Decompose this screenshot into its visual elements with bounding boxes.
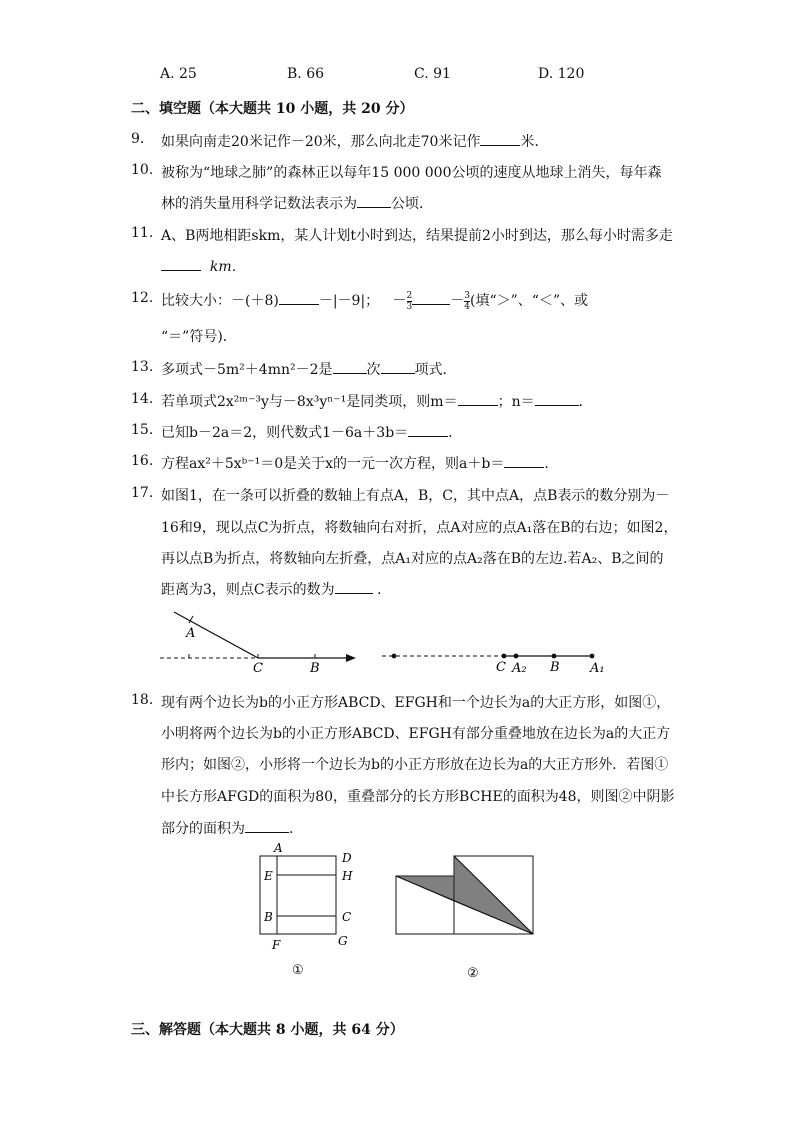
answer-blank[interactable] [335,579,373,594]
answer-blank[interactable] [333,359,367,374]
answer-blank[interactable] [161,256,201,271]
point-a2 [514,654,519,659]
option-b: B. 66 [287,66,325,82]
question-number: 10. [131,162,154,178]
label-a: A [274,841,283,855]
question-number: 9. [131,131,145,147]
answer-blank[interactable] [408,422,448,437]
question-text-line1: 如图1，在一条可以折叠的数轴上有点A，B，C，其中点A，点B表示的数分别为－ [161,488,670,504]
label-a1: A₁ [590,661,605,676]
question-text-line2: 16和9，现以点C为折点，将数轴向右对折，点A对应的点A₁落在B的右边；如图2， [161,520,678,536]
question-text: 若单项式2x²ᵐ⁻³y与－8x³yⁿ⁻¹是同类项，则m＝ ；n＝ ． [161,391,593,411]
answer-blank[interactable] [504,453,544,468]
question-text-line2: 林的消失量用科学记数法表示为 公顷． [161,193,433,213]
number-line-figures [160,604,620,678]
answer-blank[interactable] [279,290,319,305]
question-text-line2: “＝”符号)． [161,329,237,345]
answer-blank[interactable] [412,290,450,305]
label-g: G [338,934,348,948]
option-a: A. 25 [160,66,197,82]
point-c [502,654,507,659]
question-text-line1: 被称为“地球之肺”的森林正以每年15 000 000公顷的速度从地球上消失，每年森 [161,165,662,181]
label-c: C [342,910,352,924]
caption-1: ① [292,963,304,978]
answer-options [160,66,640,86]
answer-blank[interactable] [458,391,498,406]
question-text-line3: 再以点B为折点，将数轴向左折叠，点A₁对应的点A₂落在B的左边.若A₂、B之间的 [161,551,664,567]
fraction-2-3: $\frac{2}{3}$ [406,290,413,312]
question-number: 16. [131,453,154,469]
question-text: 多项式－5m²＋4mn²－2是 次 项式． [161,359,457,379]
question-number: 12. [131,290,154,306]
question-text-line1: 比较大小：－(＋8) －|－9|； － $\frac{2}{3}$ － $\frac{3}{4}$ (填“＞”、“＜”、或 [161,290,589,312]
question-text-line1: A、B两地相距skm，某人计划t小时到达，结果提前2小时到达，那么每小时需多走 [161,228,673,244]
question-number: 18. [131,692,154,708]
figure-2-folded-number-line [382,654,605,676]
answer-blank[interactable] [480,131,520,146]
label-b: B [550,660,560,675]
label-c: C [253,661,263,676]
section-fill-blank-heading: 二、填空题（本大题共 10 小题，共 20 分） [131,101,414,117]
label-e: E [264,869,273,883]
question-text: 方程ax²＋5xᵇ⁻¹＝0是关于x的一元一次方程，则a＋b＝ ． [161,453,558,473]
question-text-line1: 现有两个边长为b的小正方形ABCD、EFGH和一个边长为a的大正方形，如图①， [161,695,671,711]
squares-figures [250,838,550,986]
label-a: A [186,626,196,641]
label-a2: A₂ [512,661,527,676]
answer-blank[interactable] [245,818,289,833]
question-text: 已知b－2a＝2，则代数式1－6a＋3b＝ ． [161,422,462,442]
question-text-line4: 距离为3，则点C表示的数为 ． [161,579,391,599]
option-d: D. 120 [538,66,585,82]
figure-2-shaded-squares [396,856,533,981]
label-h: H [342,869,353,883]
fraction-3-4: $\frac{3}{4}$ [464,290,471,312]
question-number: 13. [131,359,154,375]
label-b: B [310,661,320,676]
figure-1-overlapping-squares [260,841,353,978]
point-b [552,654,557,659]
question-number: 17. [131,485,154,501]
question-text-line4: 中长方形AFGD的面积为80，重叠部分的长方形BCHE的面积为48，则图②中阴影 [161,789,675,805]
question-text-line5: 部分的面积为 ． [161,818,303,838]
question-text-line3: 形内；如图②，小形将一个边长为b的小正方形放在边长为a的大正方形外．若图① [161,757,669,773]
question-number: 11. [131,225,154,241]
label-c: C [496,660,506,675]
question-number: 14. [131,391,154,407]
answer-blank[interactable] [357,193,391,208]
answer-blank[interactable] [535,391,579,406]
label-b: B [264,910,273,924]
arrow-head [346,654,356,662]
figure-1-folded-number-line [160,612,356,676]
question-text-line2: km． [161,256,246,276]
caption-2: ② [467,966,479,981]
point-a1 [590,654,595,659]
label-d: D [342,851,352,865]
question-text-line2: 小明将两个边长为b的小正方形ABCD、EFGH有部分重叠地放在边长为a的大正方 [161,726,671,742]
point-start [392,654,397,659]
option-c: C. 91 [414,66,451,82]
label-f: F [272,938,281,952]
question-text: 如果向南走20米记作－20米，那么向北走70米记作 米． [161,131,548,151]
section-solve-heading: 三、解答题（本大题共 8 小题，共 64 分） [131,1022,404,1038]
answer-blank[interactable] [381,359,415,374]
question-number: 15. [131,422,154,438]
